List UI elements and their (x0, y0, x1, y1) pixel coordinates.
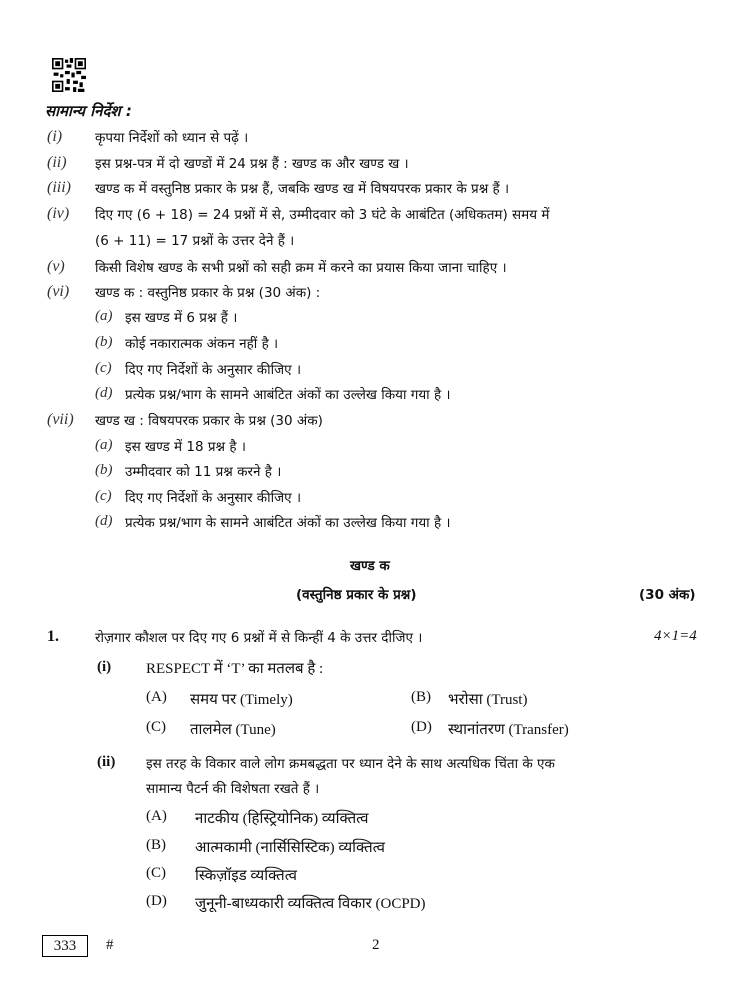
part-text: RESPECT में ‘T’ का मतलब है : (146, 661, 324, 677)
instruction-text: किसी विशेष खण्ड के सभी प्रश्नों को सही क्रम में करने का प्रयास किया जाना चाहिए । (95, 260, 507, 276)
option-label: (A) (146, 689, 167, 705)
option-text: समय पर (Timely) (190, 692, 293, 708)
option-label: (C) (146, 865, 166, 881)
sub-item-number: (b) (95, 462, 113, 478)
instruction-number: (iv) (47, 205, 70, 222)
instruction-number: (vi) (47, 283, 70, 300)
instruction-text-continued: (6 + 11) = 17 प्रश्नों के उत्तर देने हैं । (95, 233, 295, 249)
sub-item-number: (c) (95, 488, 112, 504)
option-text: तालमेल (Tune) (190, 722, 276, 738)
sub-item-text: इस खण्ड में 6 प्रश्न हैं । (125, 310, 238, 326)
sub-item-text: प्रत्येक प्रश्न/भाग के सामने आबंटित अंकों का उल्लेख किया गया है । (125, 387, 451, 403)
option-label: (B) (411, 689, 431, 705)
option-label: (B) (146, 837, 166, 853)
instruction-number: (vii) (47, 411, 74, 428)
option-text: नाटकीय (हिस्ट्रियोनिक) व्यक्तित्व (195, 811, 369, 827)
page-number: 2 (372, 937, 380, 953)
sub-item-number: (d) (95, 385, 113, 401)
sub-item-text: दिए गए निर्देशों के अनुसार कीजिए । (125, 490, 302, 506)
option-text: भरोसा (Trust) (448, 692, 528, 708)
instruction-text: खण्ड क में वस्तुनिष्ठ प्रकार के प्रश्न हैं, जबकि खण्ड ख में विषयपरक प्रकार के प्रश्न हैं । (95, 181, 510, 197)
qr-code-icon (52, 58, 86, 92)
sub-item-text: उम्मीदवार को 11 प्रश्न करने है । (125, 464, 282, 480)
sub-item-number: (d) (95, 513, 113, 529)
instruction-number: (iii) (47, 179, 71, 196)
option-text: स्किज़ॉइड व्यक्तित्व (195, 868, 298, 884)
sub-item-number: (a) (95, 437, 113, 453)
part-text: इस तरह के विकार वाले लोग क्रमबद्धता पर ध्यान देने के साथ अत्यधिक चिंता के एक (146, 756, 555, 772)
question-number: 1. (47, 628, 59, 645)
instructions-heading: सामान्य निर्देश : (45, 102, 132, 120)
part-text-continued: सामान्य पैटर्न की विशेषता रखते हैं । (146, 781, 320, 797)
part-number: (ii) (97, 754, 116, 770)
sub-item-text: कोई नकारात्मक अंकन नहीं है । (125, 336, 279, 352)
part-number: (i) (97, 659, 112, 675)
paper-code: 333 (42, 935, 88, 957)
instruction-text: दिए गए (6 + 18) = 24 प्रश्नों में से, उम्मीदवार को 3 घंटे के आबंटित (अधिकतम) समय में (95, 207, 550, 223)
instruction-text: कृपया निर्देशों को ध्यान से पढ़ें । (95, 130, 249, 146)
instruction-text: खण्ड ख : विषयपरक प्रकार के प्रश्न (30 अंक) (95, 413, 323, 429)
section-subtitle: (वस्तुनिष्ठ प्रकार के प्रश्न) (296, 587, 417, 603)
section-marks: (30 अंक) (639, 587, 696, 603)
option-label: (D) (146, 893, 167, 909)
instruction-number: (v) (47, 258, 65, 275)
option-text: आत्मकामी (नार्सिसिस्टिक) व्यक्तित्व (195, 840, 385, 856)
footer-hash: # (106, 937, 114, 953)
option-label: (D) (411, 719, 432, 735)
sub-item-text: प्रत्येक प्रश्न/भाग के सामने आबंटित अंकों का उल्लेख किया गया है । (125, 515, 451, 531)
section-title: खण्ड क (350, 558, 390, 574)
option-label: (C) (146, 719, 166, 735)
option-text: जुनूनी-बाध्यकारी व्यक्तित्व विकार (OCPD) (195, 896, 426, 912)
sub-item-text: दिए गए निर्देशों के अनुसार कीजिए । (125, 362, 302, 378)
instruction-number: (ii) (47, 154, 67, 171)
instruction-text: खण्ड क : वस्तुनिष्ठ प्रकार के प्रश्न (30 अंक) : (95, 285, 321, 301)
instruction-text: इस प्रश्न-पत्र में दो खण्डों में 24 प्रश्न हैं : खण्ड क और खण्ड ख । (95, 156, 409, 172)
sub-item-text: इस खण्ड में 18 प्रश्न है । (125, 439, 246, 455)
instruction-number: (i) (47, 128, 63, 145)
sub-item-number: (b) (95, 334, 113, 350)
question-text: रोज़गार कौशल पर दिए गए 6 प्रश्नों में से किन्हीं 4 के उत्तर दीजिए । (95, 630, 423, 646)
sub-item-number: (c) (95, 360, 112, 376)
sub-item-number: (a) (95, 308, 113, 324)
question-marks: 4×1=4 (654, 628, 697, 644)
option-label: (A) (146, 808, 167, 824)
option-text: स्थानांतरण (Transfer) (448, 722, 569, 738)
